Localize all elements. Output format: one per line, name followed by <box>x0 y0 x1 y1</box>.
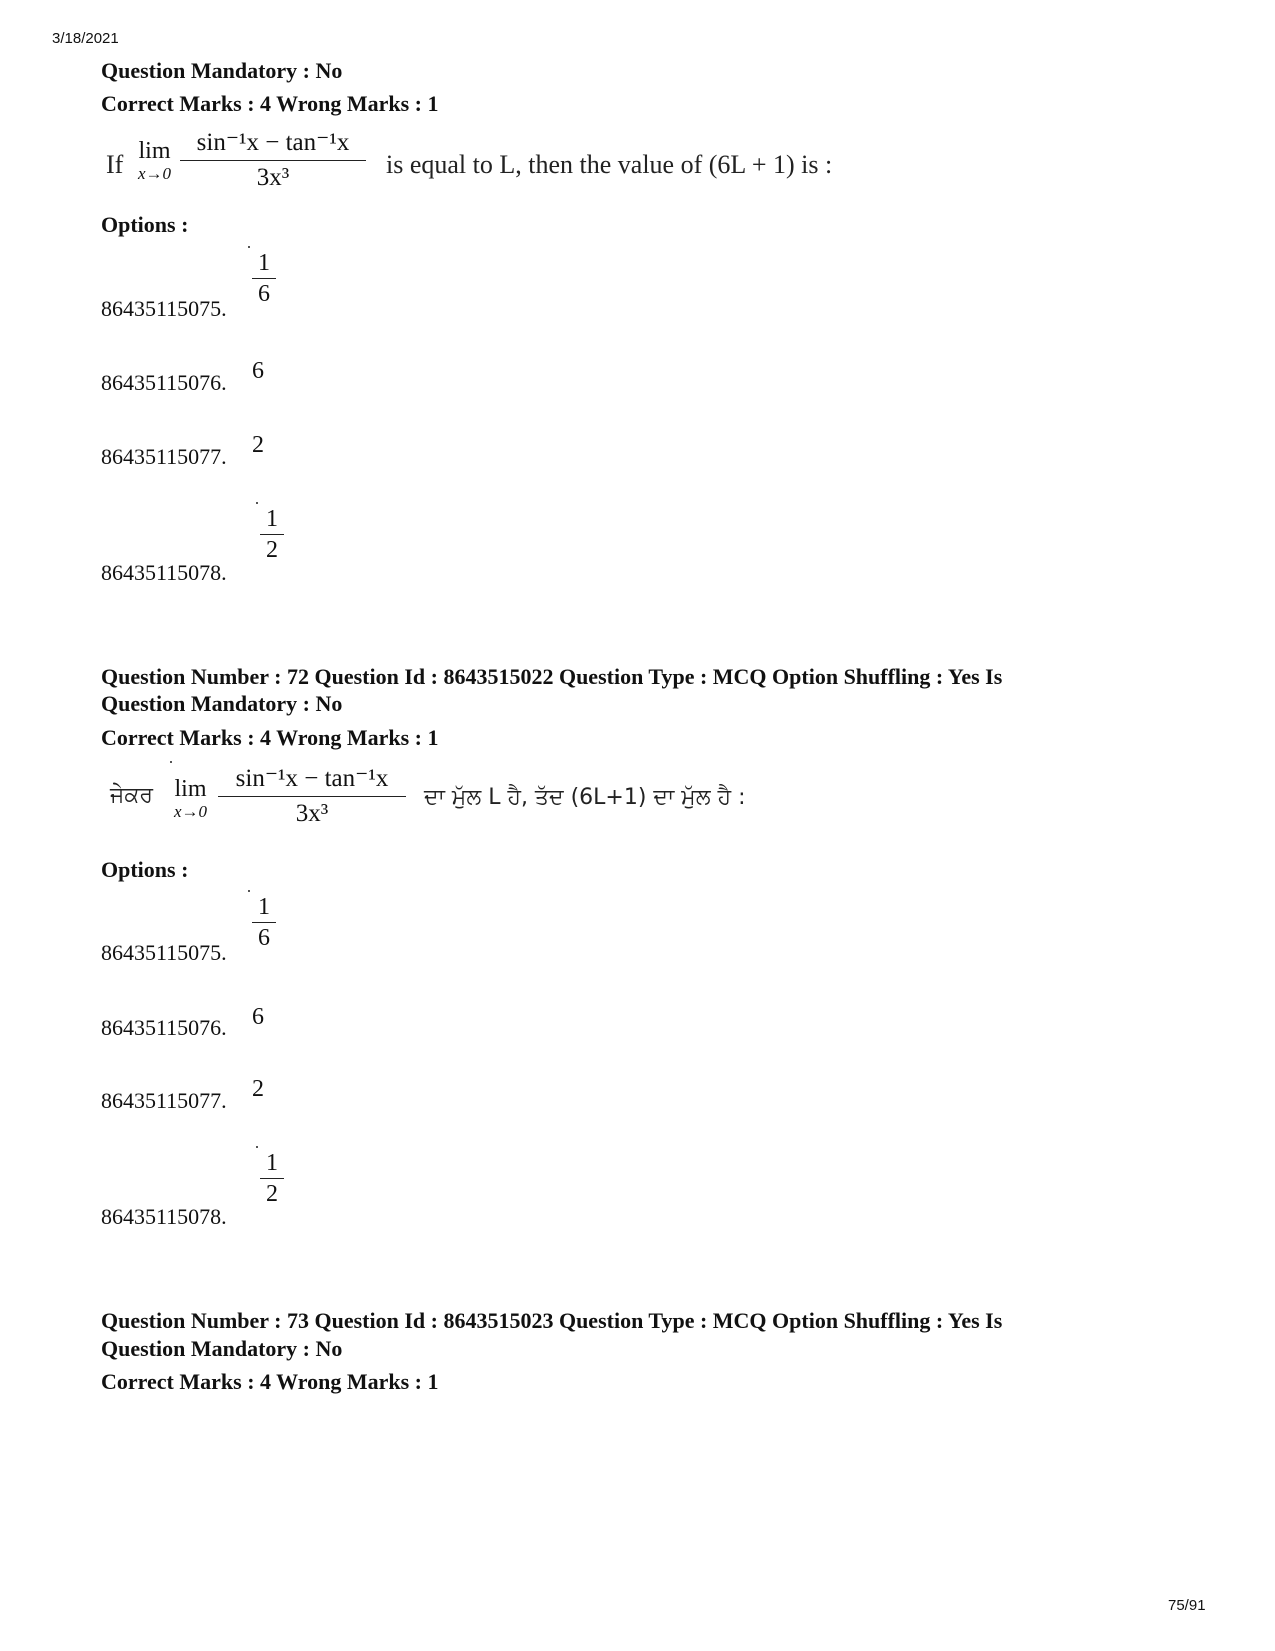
q72-lim-text: lim <box>174 776 207 802</box>
q71-stem-prefix: If <box>106 150 124 179</box>
q72-numerator: sin⁻¹x − tan⁻¹x <box>235 765 389 792</box>
q73-marks: Correct Marks : 4 Wrong Marks : 1 <box>101 1369 439 1394</box>
option-value: 6 <box>252 1004 264 1030</box>
q72-mandatory: Question Mandatory : No <box>101 691 343 716</box>
option-value: 6 <box>252 358 264 384</box>
option-id: 86435115078. <box>101 1204 227 1229</box>
q72-marks: Correct Marks : 4 Wrong Marks : 1 <box>101 725 439 750</box>
q71-numerator: sin⁻¹x − tan⁻¹x <box>196 129 350 156</box>
q71-denominator: 3x³ <box>256 164 290 191</box>
option-value: 2 <box>252 432 264 458</box>
option-fraction: 1 6 <box>252 894 276 951</box>
q72-limit <box>174 776 207 821</box>
q71-marks: Correct Marks : 4 Wrong Marks : 1 <box>101 91 439 116</box>
q71-options-label: Options : <box>101 212 189 237</box>
q71-stem-suffix: is equal to L, then the value of (6L + 1) is : <box>386 150 833 179</box>
option-id: 86435115075. <box>101 940 227 965</box>
q72-stem-suffix: ਦਾ ਮੁੱਲ L ਹੈ, ਤੱਦ (6L+1) ਦਾ ਮੁੱਲ ਹੈ : <box>424 785 746 810</box>
q71-lim-text: lim <box>138 138 171 164</box>
q72-options-label: Options : <box>101 857 189 882</box>
option-id: 86435115075. <box>101 296 227 321</box>
q73-heading: Question Number : 73 Question Id : 8643515023 Question Type : MCQ Option Shuffling : Yes Is <box>101 1308 1003 1333</box>
option-value: 2 <box>252 1076 264 1102</box>
q73-mandatory: Question Mandatory : No <box>101 1336 343 1361</box>
option-id: 86435115076. <box>101 1015 227 1040</box>
q72-stem-prefix: ਜੇਕਰ <box>110 783 154 808</box>
option-id: 86435115078. <box>101 560 227 585</box>
option-fraction: 1 2 <box>260 506 284 563</box>
q71-limit <box>138 138 171 183</box>
q72-denominator: 3x³ <box>295 800 329 827</box>
q71-lim-sub: x→0 <box>138 164 172 183</box>
option-fraction: 1 2 <box>260 1150 284 1207</box>
option-id: 86435115077. <box>101 444 227 469</box>
q71-mandatory: Question Mandatory : No <box>101 58 343 83</box>
print-date: 3/18/2021 <box>52 30 119 47</box>
option-id: 86435115076. <box>101 370 227 395</box>
q71-fraction <box>180 128 366 193</box>
q72-lim-sub: x→0 <box>174 802 208 821</box>
page-number: 75/91 <box>1168 1597 1206 1614</box>
option-fraction: 1 6 <box>252 250 276 307</box>
q72-fraction <box>218 764 406 829</box>
option-id: 86435115077. <box>101 1088 227 1113</box>
q72-heading: Question Number : 72 Question Id : 8643515022 Question Type : MCQ Option Shuffling : Yes Is <box>101 664 1003 689</box>
